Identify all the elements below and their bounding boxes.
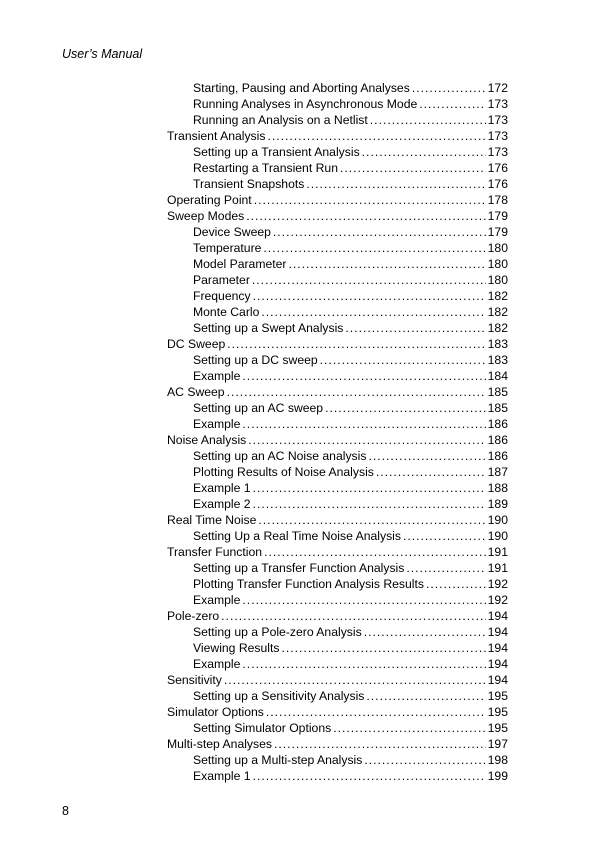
toc-dot-leader (254, 192, 486, 208)
toc-entry-title: Setting up a Pole-zero Analysis (193, 625, 362, 639)
toc-entry-page: 192 (487, 577, 508, 591)
toc-entry-title: Monte Carlo (193, 305, 260, 319)
toc-entry[interactable] (167, 624, 508, 640)
toc-dot-leader (227, 384, 486, 400)
toc-entry-title: Example 2 (193, 497, 251, 511)
toc-entry-page: 197 (487, 737, 508, 751)
toc-entry[interactable] (167, 304, 508, 320)
toc-entry-title: Setting up a Swept Analysis (193, 321, 344, 335)
toc-entry-title: Example (193, 417, 241, 431)
toc-entry[interactable] (167, 224, 508, 240)
toc-dot-leader (333, 720, 485, 736)
toc-dot-leader (242, 368, 485, 384)
toc-entry[interactable] (167, 384, 508, 400)
toc-entry-page: 173 (487, 97, 508, 111)
toc-dot-leader (242, 416, 485, 432)
toc-dot-leader (345, 320, 485, 336)
toc-entry-page: 190 (487, 513, 508, 527)
toc-dot-leader (366, 688, 485, 704)
toc-entry-title: Setting up a Transfer Function Analysis (193, 561, 405, 575)
toc-entry-title: Setting up a DC sweep (193, 353, 318, 367)
table-of-contents (167, 80, 508, 784)
toc-dot-leader (221, 608, 485, 624)
toc-entry[interactable] (167, 112, 508, 128)
toc-entry-page: 173 (487, 113, 508, 127)
toc-entry-page: 195 (487, 721, 508, 735)
toc-entry-title: Simulator Options (167, 705, 264, 719)
toc-entry-title: Setting up a Transient Analysis (193, 145, 360, 159)
toc-entry-title: Restarting a Transient Run (193, 161, 338, 175)
toc-dot-leader (340, 160, 486, 176)
toc-entry[interactable] (167, 256, 508, 272)
toc-dot-leader (364, 752, 485, 768)
toc-entry-title: Multi-step Analyses (167, 737, 272, 751)
toc-entry[interactable] (167, 656, 508, 672)
toc-entry-page: 194 (487, 625, 508, 639)
toc-entry-page: 192 (487, 593, 508, 607)
toc-entry-page: 173 (487, 129, 508, 143)
toc-entry[interactable] (167, 80, 508, 96)
toc-entry-page: 190 (487, 529, 508, 543)
toc-entry-title: Device Sweep (193, 225, 271, 239)
toc-entry[interactable] (167, 592, 508, 608)
toc-dot-leader (412, 80, 486, 96)
toc-dot-leader (368, 448, 485, 464)
toc-entry-title: Plotting Results of Noise Analysis (193, 465, 374, 479)
toc-entry[interactable] (167, 336, 508, 352)
toc-entry-page: 194 (487, 641, 508, 655)
toc-dot-leader (288, 256, 485, 272)
toc-entry[interactable] (167, 368, 508, 384)
toc-dot-leader (242, 592, 485, 608)
toc-entry-page: 184 (487, 369, 508, 383)
toc-entry[interactable] (167, 208, 508, 224)
toc-entry-page: 185 (487, 401, 508, 415)
running-header: User’s Manual (62, 47, 143, 61)
toc-dot-leader (320, 352, 486, 368)
toc-dot-leader (258, 512, 485, 528)
toc-entry[interactable] (167, 272, 508, 288)
toc-entry[interactable] (167, 96, 508, 112)
toc-dot-leader (253, 768, 486, 784)
toc-entry-title: Operating Point (167, 193, 252, 207)
toc-entry-page: 194 (487, 609, 508, 623)
toc-entry-title: Example (193, 657, 241, 671)
toc-dot-leader (224, 672, 486, 688)
toc-entry[interactable] (167, 416, 508, 432)
toc-dot-leader (252, 272, 486, 288)
toc-entry[interactable] (167, 672, 508, 688)
toc-dot-leader (253, 496, 486, 512)
toc-entry-title: Pole-zero (167, 609, 220, 623)
toc-entry-title: Setting up a Multi-step Analysis (193, 753, 363, 767)
toc-entry-page: 182 (487, 289, 508, 303)
toc-dot-leader (362, 144, 486, 160)
toc-entry-title: Setting Up a Real Time Noise Analysis (193, 529, 401, 543)
toc-entry-page: 179 (487, 225, 508, 239)
toc-entry-page: 199 (487, 769, 508, 783)
toc-dot-leader (406, 560, 485, 576)
toc-entry-page: 195 (487, 689, 508, 703)
toc-entry-page: 182 (487, 305, 508, 319)
toc-dot-leader (325, 400, 486, 416)
toc-entry-title: Setting up an AC sweep (193, 401, 324, 415)
toc-entry-page: 194 (487, 657, 508, 671)
toc-entry-page: 176 (487, 177, 508, 191)
toc-entry-title: AC Sweep (167, 385, 225, 399)
toc-entry-page: 191 (487, 545, 508, 559)
toc-entry-title: Running an Analysis on a Netlist (193, 113, 368, 127)
toc-dot-leader (403, 528, 486, 544)
toc-entry[interactable] (167, 752, 508, 768)
toc-entry-title: Real Time Noise (167, 513, 257, 527)
toc-entry[interactable] (167, 528, 508, 544)
toc-entry-page: 187 (487, 465, 508, 479)
toc-entry[interactable] (167, 512, 508, 528)
toc-entry[interactable] (167, 736, 508, 752)
page-number: 8 (62, 804, 69, 818)
toc-entry[interactable] (167, 448, 508, 464)
toc-entry[interactable] (167, 688, 508, 704)
toc-entry[interactable] (167, 144, 508, 160)
toc-entry-title: Example (193, 593, 241, 607)
toc-entry-title: Example (193, 369, 241, 383)
toc-entry-page: 185 (487, 385, 508, 399)
toc-entry-title: Transfer Function (167, 545, 263, 559)
toc-entry[interactable] (167, 128, 508, 144)
toc-entry-page: 194 (487, 673, 508, 687)
toc-entry[interactable] (167, 640, 508, 656)
toc-entry[interactable] (167, 192, 508, 208)
toc-entry[interactable] (167, 160, 508, 176)
toc-entry-page: 180 (487, 273, 508, 287)
toc-entry-title: Setting up an AC Noise analysis (193, 449, 367, 463)
toc-entry-title: Model Parameter (193, 257, 287, 271)
toc-entry-page: 180 (487, 241, 508, 255)
toc-entry-title: Temperature (193, 241, 262, 255)
toc-entry-title: Sensitivity (167, 673, 222, 687)
toc-entry[interactable] (167, 352, 508, 368)
toc-dot-leader (227, 336, 485, 352)
toc-entry[interactable] (167, 768, 508, 784)
toc-entry[interactable] (167, 544, 508, 560)
toc-entry[interactable] (167, 176, 508, 192)
toc-entry-page: 173 (487, 145, 508, 159)
toc-entry-page: 183 (487, 353, 508, 367)
toc-dot-leader (419, 96, 485, 112)
toc-entry[interactable] (167, 240, 508, 256)
toc-entry-title: Starting, Pausing and Aborting Analyses (193, 81, 410, 95)
toc-entry-page: 182 (487, 321, 508, 335)
toc-entry[interactable] (167, 320, 508, 336)
toc-entry[interactable] (167, 464, 508, 480)
toc-entry-page: 178 (487, 193, 508, 207)
toc-entry-title: Noise Analysis (167, 433, 247, 447)
toc-entry-page: 188 (487, 481, 508, 495)
toc-dot-leader (306, 176, 485, 192)
toc-entry[interactable] (167, 720, 508, 736)
toc-entry-page: 186 (487, 433, 508, 447)
toc-entry-title: Plotting Transfer Function Analysis Results (193, 577, 424, 591)
toc-entry-title: Parameter (193, 273, 250, 287)
toc-dot-leader (261, 304, 485, 320)
toc-dot-leader (253, 288, 486, 304)
toc-entry-page: 189 (487, 497, 508, 511)
toc-entry-page: 172 (487, 81, 508, 95)
toc-dot-leader (267, 128, 485, 144)
toc-entry-page: 186 (487, 449, 508, 463)
toc-dot-leader (263, 240, 485, 256)
toc-dot-leader (282, 640, 486, 656)
toc-dot-leader (364, 624, 486, 640)
toc-entry-title: Viewing Results (193, 641, 280, 655)
toc-entry-page: 176 (487, 161, 508, 175)
toc-dot-leader (370, 112, 486, 128)
toc-entry-title: Sweep Modes (167, 209, 245, 223)
toc-entry-title: Transient Snapshots (193, 177, 305, 191)
toc-entry[interactable] (167, 560, 508, 576)
toc-entry-page: 183 (487, 337, 508, 351)
toc-dot-leader (376, 464, 486, 480)
toc-entry[interactable] (167, 288, 508, 304)
toc-entry-title: Frequency (193, 289, 251, 303)
toc-entry[interactable] (167, 496, 508, 512)
toc-entry-title: Transient Analysis (167, 129, 266, 143)
toc-dot-leader (246, 208, 485, 224)
toc-entry[interactable] (167, 704, 508, 720)
toc-dot-leader (242, 656, 485, 672)
toc-dot-leader (266, 704, 486, 720)
toc-entry[interactable] (167, 400, 508, 416)
toc-entry[interactable] (167, 480, 508, 496)
toc-dot-leader (248, 432, 485, 448)
toc-entry[interactable] (167, 576, 508, 592)
toc-entry-title: Example 1 (193, 769, 251, 783)
toc-entry-page: 195 (487, 705, 508, 719)
toc-entry-title: Setting Simulator Options (193, 721, 332, 735)
toc-entry-title: Example 1 (193, 481, 251, 495)
toc-entry[interactable] (167, 432, 508, 448)
toc-entry-page: 198 (487, 753, 508, 767)
toc-entry-title: DC Sweep (167, 337, 226, 351)
toc-entry-page: 180 (487, 257, 508, 271)
toc-entry-title: Setting up a Sensitivity Analysis (193, 689, 365, 703)
toc-entry-title: Running Analyses in Asynchronous Mode (193, 97, 418, 111)
toc-entry-page: 186 (487, 417, 508, 431)
toc-dot-leader (273, 224, 486, 240)
toc-entry-page: 179 (487, 209, 508, 223)
toc-dot-leader (264, 544, 486, 560)
toc-dot-leader (253, 480, 486, 496)
toc-entry-page: 191 (487, 561, 508, 575)
toc-dot-leader (274, 736, 486, 752)
toc-dot-leader (426, 576, 486, 592)
toc-entry[interactable] (167, 608, 508, 624)
